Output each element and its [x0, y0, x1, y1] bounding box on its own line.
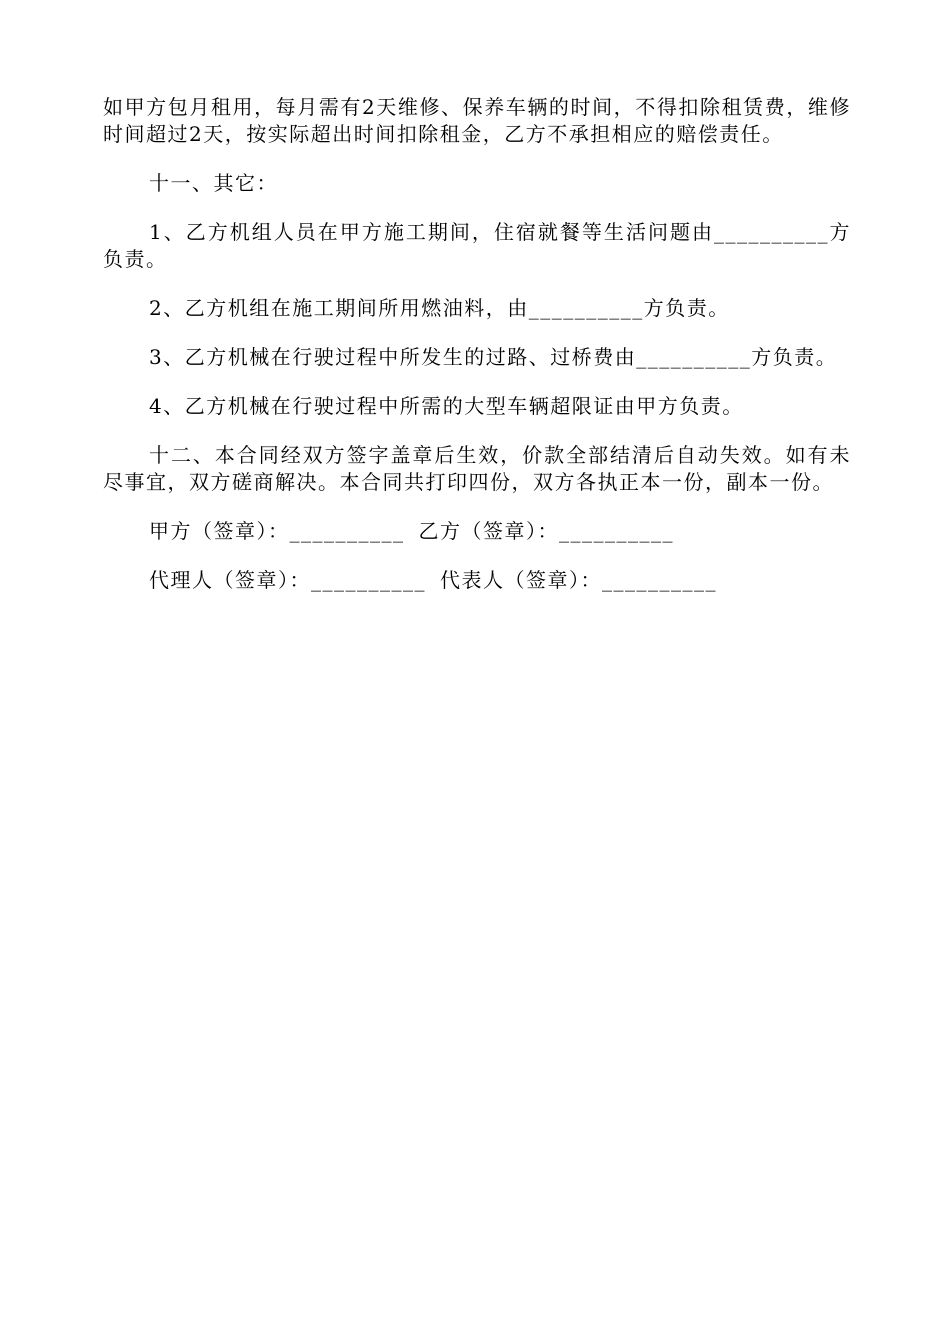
representative-signature: 代表人（签章）：__________	[440, 568, 717, 592]
paragraph-monthly-rental: 如甲方包月租用，每月需有2天维修、保养车辆的时间，不得扣除租赁费，维修时间超过2天，按实际超出时间扣除租金，乙方不承担相应的赔偿责任。	[103, 95, 851, 146]
signature-line-parties	[103, 518, 851, 545]
clause-tolls: 3、乙方机械在行驶过程中所发生的过路、过桥费由__________方负责。	[149, 345, 838, 369]
section-heading-other: 十一、其它：	[149, 171, 278, 195]
agent-signature: 代理人（签章）：__________	[149, 568, 426, 592]
clause-accommodation: 1、乙方机组人员在甲方施工期间，住宿就餐等生活问题由__________方负责。	[103, 220, 851, 271]
clause-fuel: 2、乙方机组在施工期间所用燃油料，由__________方负责。	[149, 296, 730, 320]
clause-oversize-permit: 4、乙方机械在行驶过程中所需的大型车辆超限证由甲方负责。	[149, 394, 744, 418]
signature-line-agents	[103, 567, 851, 594]
party-b-signature: 乙方（签章）：__________	[418, 519, 674, 543]
section-effective-terms: 十二、本合同经双方签字盖章后生效，价款全部结清后自动失效。如有未尽事宜，双方磋商解决。本合同共打印四份，双方各执正本一份，副本一份。	[103, 443, 851, 494]
party-a-signature: 甲方（签章）：__________	[149, 519, 405, 543]
document-page	[103, 94, 851, 616]
